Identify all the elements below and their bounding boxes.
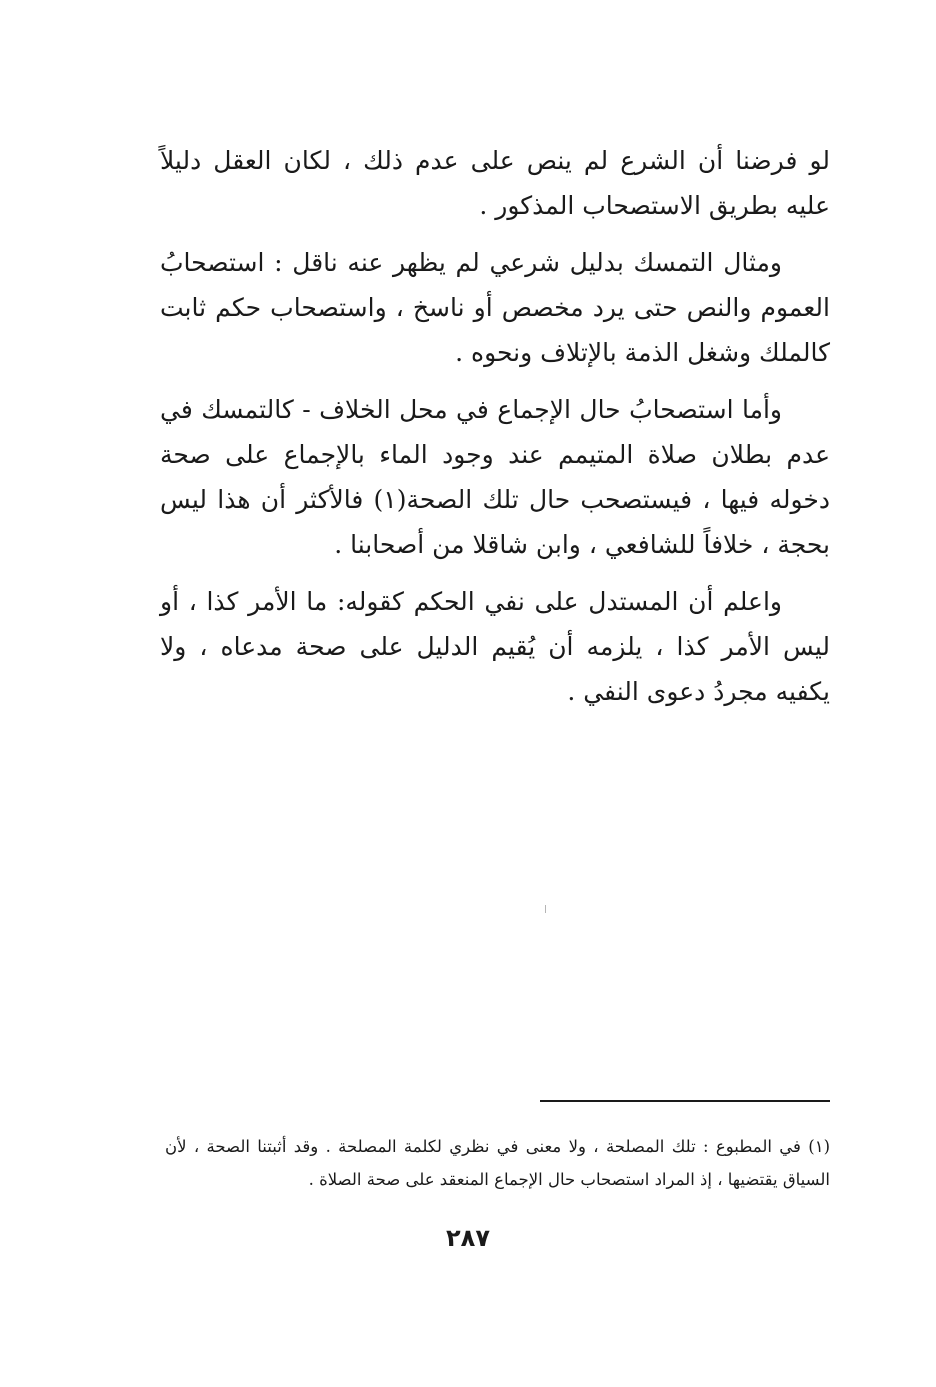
paragraph-1: لو فرضنا أن الشرع لم ينص على عدم ذلك ، لكان العقل دليلاً عليه بطريق الاستصحاب المذكور . (160, 146, 830, 220)
footnote-divider (540, 1100, 830, 1102)
footnote: (١) في المطبوع : تلك المصلحة ، ولا معنى في نظري لكلمة المصلحة . وقد أثبتنا الصحة ، لأن السياق يقتضيها ، إذ المراد استصحاب حال الإجماع المنعقد على صحة الصلاة . (165, 1137, 830, 1189)
page-number: ٢٨٧ (446, 1224, 490, 1252)
paragraph-3: وأما استصحابُ حال الإجماع في محل الخلاف - كالتمسك في عدم بطلان صلاة المتيمم عند وجود الماء بالإجماع على صحة دخوله فيها ، فيستصحب حال تلك الصحة(١) فالأكثر أن هذا ليس بحجة ، خلافاً للشافعي ، وابن شاقلا من أصحابنا . (160, 395, 830, 559)
paragraph-4: واعلم أن المستدل على نفي الحكم كقوله: ما الأمر كذا ، أو ليس الأمر كذا ، يلزمه أن يُقيم الدليل على صحة مدعاه ، ولا يكفيه مجردُ دعوى النفي . (160, 587, 830, 706)
scan-artifact (545, 905, 546, 913)
main-text (160, 138, 830, 726)
paragraph-2: ومثال التمسك بدليل شرعي لم يظهر عنه ناقل : استصحابُ العموم والنص حتى يرد مخصص أو ناسخ ، واستصحاب حكم ثابت كالملك وشغل الذمة بالإتلاف ونحوه . (160, 248, 830, 367)
